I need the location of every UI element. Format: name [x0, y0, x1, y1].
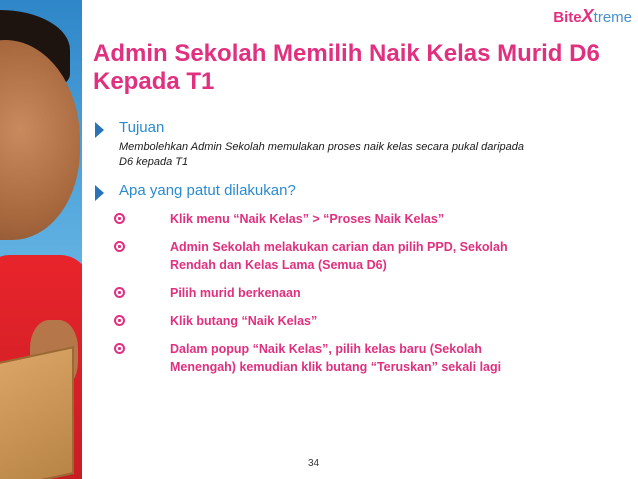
photo-book: [0, 346, 74, 479]
list-item-text: Admin Sekolah melakukan carian dan pilih PPD, Sekolah Rendah dan Kelas Lama (Semua D6): [170, 240, 508, 272]
play-arrow-icon: [95, 122, 104, 138]
logo-part-treme: treme: [593, 9, 632, 26]
page-title: Admin Sekolah Memilih Naik Kelas Murid D6 Kepada T1: [93, 40, 600, 95]
bullet-circle-icon: [114, 343, 125, 354]
logo-part-bite: Bite: [553, 9, 582, 26]
list-item-text: Klik menu “Naik Kelas” > “Proses Naik Kelas”: [170, 212, 445, 226]
section-heading-tujuan: Tujuan: [119, 119, 165, 136]
logo-part-x: X: [581, 6, 594, 26]
list-item-text: Pilih murid berkenaan: [170, 286, 301, 300]
bullet-circle-icon: [114, 315, 125, 326]
student-photo: [0, 0, 82, 479]
bitextreme-logo: [553, 6, 632, 26]
bullet-circle-icon: [114, 287, 125, 298]
bullet-circle-icon: [114, 213, 125, 224]
list-item-text: Dalam popup “Naik Kelas”, pilih kelas baru (Sekolah Menengah) kemudian klik butang “Teruskan” sekali lagi: [170, 342, 502, 374]
section-heading-apa: Apa yang patut dilakukan?: [119, 182, 296, 199]
list-item-text: Klik butang “Naik Kelas”: [170, 314, 318, 328]
play-arrow-icon: [95, 185, 104, 201]
bullet-circle-icon: [114, 241, 125, 252]
page-number: 34: [308, 458, 320, 469]
section-body-tujuan: Membolehkan Admin Sekolah memulakan proses naik kelas secara pukal daripada D6 kepada T1: [119, 141, 524, 168]
